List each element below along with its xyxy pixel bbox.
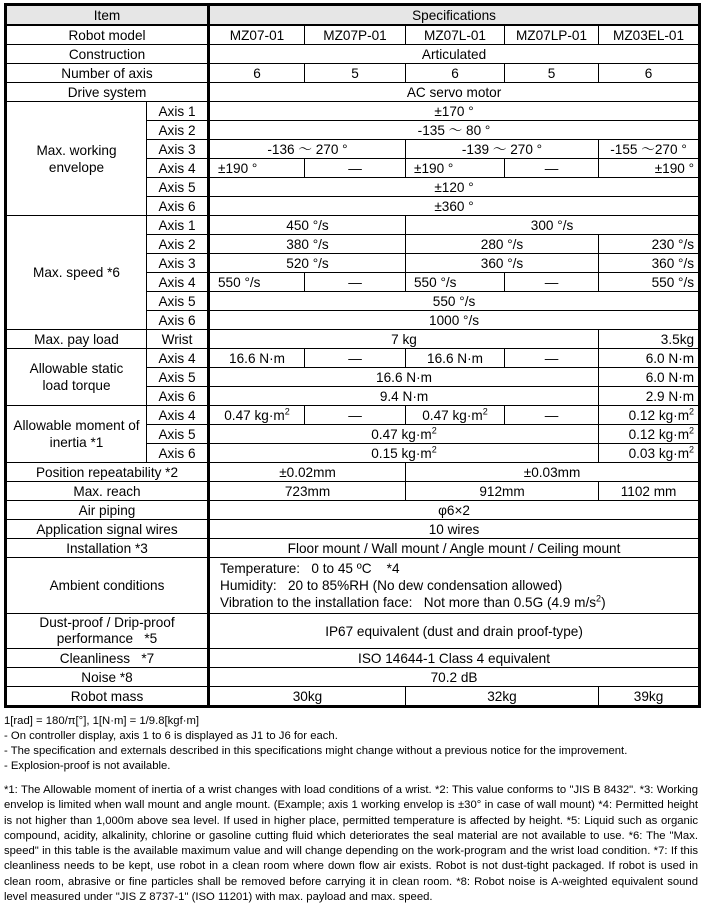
group-label: Allowable moment of inertia *1	[6, 406, 147, 463]
axis-label: Axis 2	[147, 121, 209, 140]
value-cell: 230 °/s	[599, 235, 700, 254]
payload-row	[6, 330, 700, 349]
axis-label: Axis 1	[147, 102, 209, 121]
axis-label: Axis 5	[147, 368, 209, 387]
axis-label: Axis 4	[147, 349, 209, 368]
value-cell: 6	[599, 64, 700, 83]
inertia-axis4-row	[6, 406, 700, 425]
note-line: - The specification and externals described in this specifications might change without a previous notice for the improvement.	[4, 745, 628, 757]
signal-row	[6, 520, 700, 539]
axis-label: Axis 5	[147, 425, 209, 444]
note-line: - On controller display, axis 1 to 6 is displayed as J1 to J6 for each.	[4, 730, 338, 742]
value-cell: ±190 °	[599, 159, 700, 178]
value-cell: -139 ～ 270 °	[406, 140, 599, 159]
value-cell: 360 °/s	[406, 254, 599, 273]
axis-label: Axis 1	[147, 216, 209, 235]
value-cell: 0.15 $kg\cdot m^2$	[209, 444, 599, 463]
value-cell: Articulated	[209, 45, 700, 64]
reach-row	[6, 482, 700, 501]
axis-count-row	[6, 64, 700, 83]
axis-label: Axis 3	[147, 254, 209, 273]
value-cell: 280 °/s	[406, 235, 599, 254]
installation-row	[6, 539, 700, 558]
speed-axis1-row	[6, 216, 700, 235]
cleanliness-row	[6, 649, 700, 668]
value-cell: 912mm	[406, 482, 599, 501]
value-cell: ±120 °	[209, 178, 700, 197]
air-row	[6, 501, 700, 520]
value-cell: 32kg	[406, 687, 599, 707]
value-cell: —	[505, 159, 599, 178]
model-cell: MZ07LP-01	[505, 25, 599, 45]
note-line: 1[rad] = 180/π[°], 1[N·m] = 1/9.8[kgf·m]	[4, 715, 200, 727]
vibration-text: Vibration to the installation face: Not more than 0.5G (4.9 $m/s^2$)	[220, 593, 606, 610]
group-label: Max. working envelope	[6, 102, 147, 216]
axis-label: Axis 2	[147, 235, 209, 254]
repeatability-row	[6, 463, 700, 482]
value-cell: 550 °/s	[599, 273, 700, 292]
axis-label: Axis 4	[147, 159, 209, 178]
value-cell: 1102 mm	[599, 482, 700, 501]
value-cell: ±190 °	[406, 159, 505, 178]
model-cell: MZ07P-01	[305, 25, 406, 45]
header-row	[6, 5, 700, 26]
value-cell: 6.0 N·m	[599, 368, 700, 387]
axis-label: Axis 5	[147, 178, 209, 197]
noise-row	[6, 668, 700, 687]
header-specifications: Specifications	[209, 5, 700, 26]
construction-row	[6, 45, 700, 64]
axis-label: Axis 3	[147, 140, 209, 159]
value-cell: 520 °/s	[209, 254, 406, 273]
value-cell: 0.47 $kg\cdot m^2$	[209, 425, 599, 444]
value-cell: 6	[406, 64, 505, 83]
value-cell: —	[505, 406, 599, 425]
value-cell: 550 °/s	[209, 292, 700, 311]
value-cell: —	[505, 273, 599, 292]
value-cell: —	[305, 406, 406, 425]
value-cell: 0.12 $kg\cdot m^2$	[599, 425, 700, 444]
robot-model-row	[6, 25, 700, 45]
row-label: Number of axis	[6, 64, 209, 83]
model-cell: MZ07-01	[209, 25, 305, 45]
value-cell: ±360 °	[209, 197, 700, 216]
row-label: Cleanliness *7	[6, 649, 209, 668]
row-label: Robot model	[6, 25, 209, 45]
value-cell: 5	[305, 64, 406, 83]
value-cell: 16.6 N·m	[209, 368, 599, 387]
row-label: Position repeatability *2	[6, 463, 209, 482]
axis-label: Axis 6	[147, 311, 209, 330]
axis-label: Axis 6	[147, 197, 209, 216]
value-cell: 10 wires	[209, 520, 700, 539]
value-cell: 9.4 N·m	[209, 387, 599, 406]
header-item: Item	[6, 5, 209, 26]
value-cell: 1000 °/s	[209, 311, 700, 330]
value-cell: 300 °/s	[406, 216, 700, 235]
value-cell: 550 °/s	[406, 273, 505, 292]
value-cell: 380 °/s	[209, 235, 406, 254]
row-label: Dust-proof / Drip-proof performance *5	[6, 614, 209, 649]
value-cell: IP67 equivalent (dust and drain proof-type)	[209, 614, 700, 649]
value-cell: φ6×2	[209, 501, 700, 520]
spec-table	[4, 3, 701, 708]
axis-label: Axis 4	[147, 273, 209, 292]
axis-label: Axis 6	[147, 444, 209, 463]
value-cell: ±190 °	[209, 159, 305, 178]
axis-label: Axis 5	[147, 292, 209, 311]
value-cell: 3.5kg	[599, 330, 700, 349]
group-label: Max. speed *6	[6, 216, 147, 330]
value-cell: 0.12 $kg\cdot m^2$	[599, 406, 700, 425]
value-cell: ±170 °	[209, 102, 700, 121]
drive-row	[6, 83, 700, 102]
value-cell: 550 °/s	[209, 273, 305, 292]
ambient-row	[6, 558, 700, 614]
value-cell: 6	[209, 64, 305, 83]
row-label: Application signal wires	[6, 520, 209, 539]
temperature-text: Temperature: 0 to 45 ºC *4	[220, 561, 400, 576]
value-cell: -136 ～ 270 °	[209, 140, 406, 159]
value-cell: —	[305, 349, 406, 368]
value-cell: ±0.02mm	[209, 463, 406, 482]
row-label: Installation *3	[6, 539, 209, 558]
axis-label: Wrist	[147, 330, 209, 349]
value-cell: 0.47 $kg\cdot m^2$	[406, 406, 505, 425]
value-cell: —	[305, 159, 406, 178]
row-label: Drive system	[6, 83, 209, 102]
value-cell: 30kg	[209, 687, 406, 707]
row-label: Noise *8	[6, 668, 209, 687]
value-cell: ±0.03mm	[406, 463, 700, 482]
value-cell: 360 °/s	[599, 254, 700, 273]
value-cell: 39kg	[599, 687, 700, 707]
humidity-text: Humidity: 20 to 85%RH (No dew condensation allowed)	[220, 578, 563, 593]
row-label: Max. pay load	[6, 330, 147, 349]
row-label: Max. reach	[6, 482, 209, 501]
value-cell	[209, 558, 700, 614]
torque-axis4-row	[6, 349, 700, 368]
model-cell: MZ07L-01	[406, 25, 505, 45]
value-cell: —	[305, 273, 406, 292]
value-cell: 0.47 $kg\cdot m^2$	[209, 406, 305, 425]
dust-row	[6, 614, 700, 649]
value-cell: 6.0 N·m	[599, 349, 700, 368]
envelope-axis1-row	[6, 102, 700, 121]
value-cell: 7 kg	[209, 330, 599, 349]
value-cell: 70.2 dB	[209, 668, 700, 687]
value-cell: Floor mount / Wall mount / Angle mount / Ceiling mount	[209, 539, 700, 558]
value-cell: 450 °/s	[209, 216, 406, 235]
value-cell: 0.03 $kg\cdot m^2$	[599, 444, 700, 463]
row-label: Construction	[6, 45, 209, 64]
axis-label: Axis 6	[147, 387, 209, 406]
row-label: Ambient conditions	[6, 558, 209, 614]
value-cell: 5	[505, 64, 599, 83]
footnotes: *1: The Allowable moment of inertia of a wrist changes with load conditions of a wrist. *2: This value conforms to "JIS B 8432". *3: Working envelop is limited when wall mount and angle mount. (Example; axis 1 working envelop is ±30° in case of wall mount) *4: Permitted height is not higher than 1,000m above sea level. If used in higher place, permitted temperature is affected by height. *5: Liquid such as organic compound, acidity, alkalinity, chlorine or gasoline cutting fluid which deteriorates the seal material are not available to use. *6: The "Max. speed" in this table is the available maximum value and will change depending on the work-program and the wrist load condition. *7: If this cleanliness needs to be kept, use robot in a clean room where down flow air exists. Robot is not dust-tight packaged. If robot is used in clean room, abrasive or fine particles shall be removed before carrying it in clean room. *8: Robot noise is A-weighted equivalent sound level measured under "JIS Z 8737-1" (ISO 11201) with max. payload and max. speed.	[4, 784, 698, 904]
axis-label: Axis 4	[147, 406, 209, 425]
value-cell: 723mm	[209, 482, 406, 501]
model-cell: MZ03EL-01	[599, 25, 700, 45]
value-cell: 2.9 N·m	[599, 387, 700, 406]
value-cell: -135 ～ 80 °	[209, 121, 700, 140]
notes	[4, 714, 698, 774]
mass-row	[6, 687, 700, 707]
note-line: - Explosion-proof is not available.	[4, 760, 171, 772]
row-label: Air piping	[6, 501, 209, 520]
group-label: Allowable static load torque	[6, 349, 147, 406]
value-cell: AC servo motor	[209, 83, 700, 102]
value-cell: —	[505, 349, 599, 368]
value-cell: 16.6 N·m	[209, 349, 305, 368]
row-label: Robot mass	[6, 687, 209, 707]
value-cell: 16.6 N·m	[406, 349, 505, 368]
value-cell: ISO 14644-1 Class 4 equivalent	[209, 649, 700, 668]
value-cell: -155 ～270 °	[599, 140, 700, 159]
